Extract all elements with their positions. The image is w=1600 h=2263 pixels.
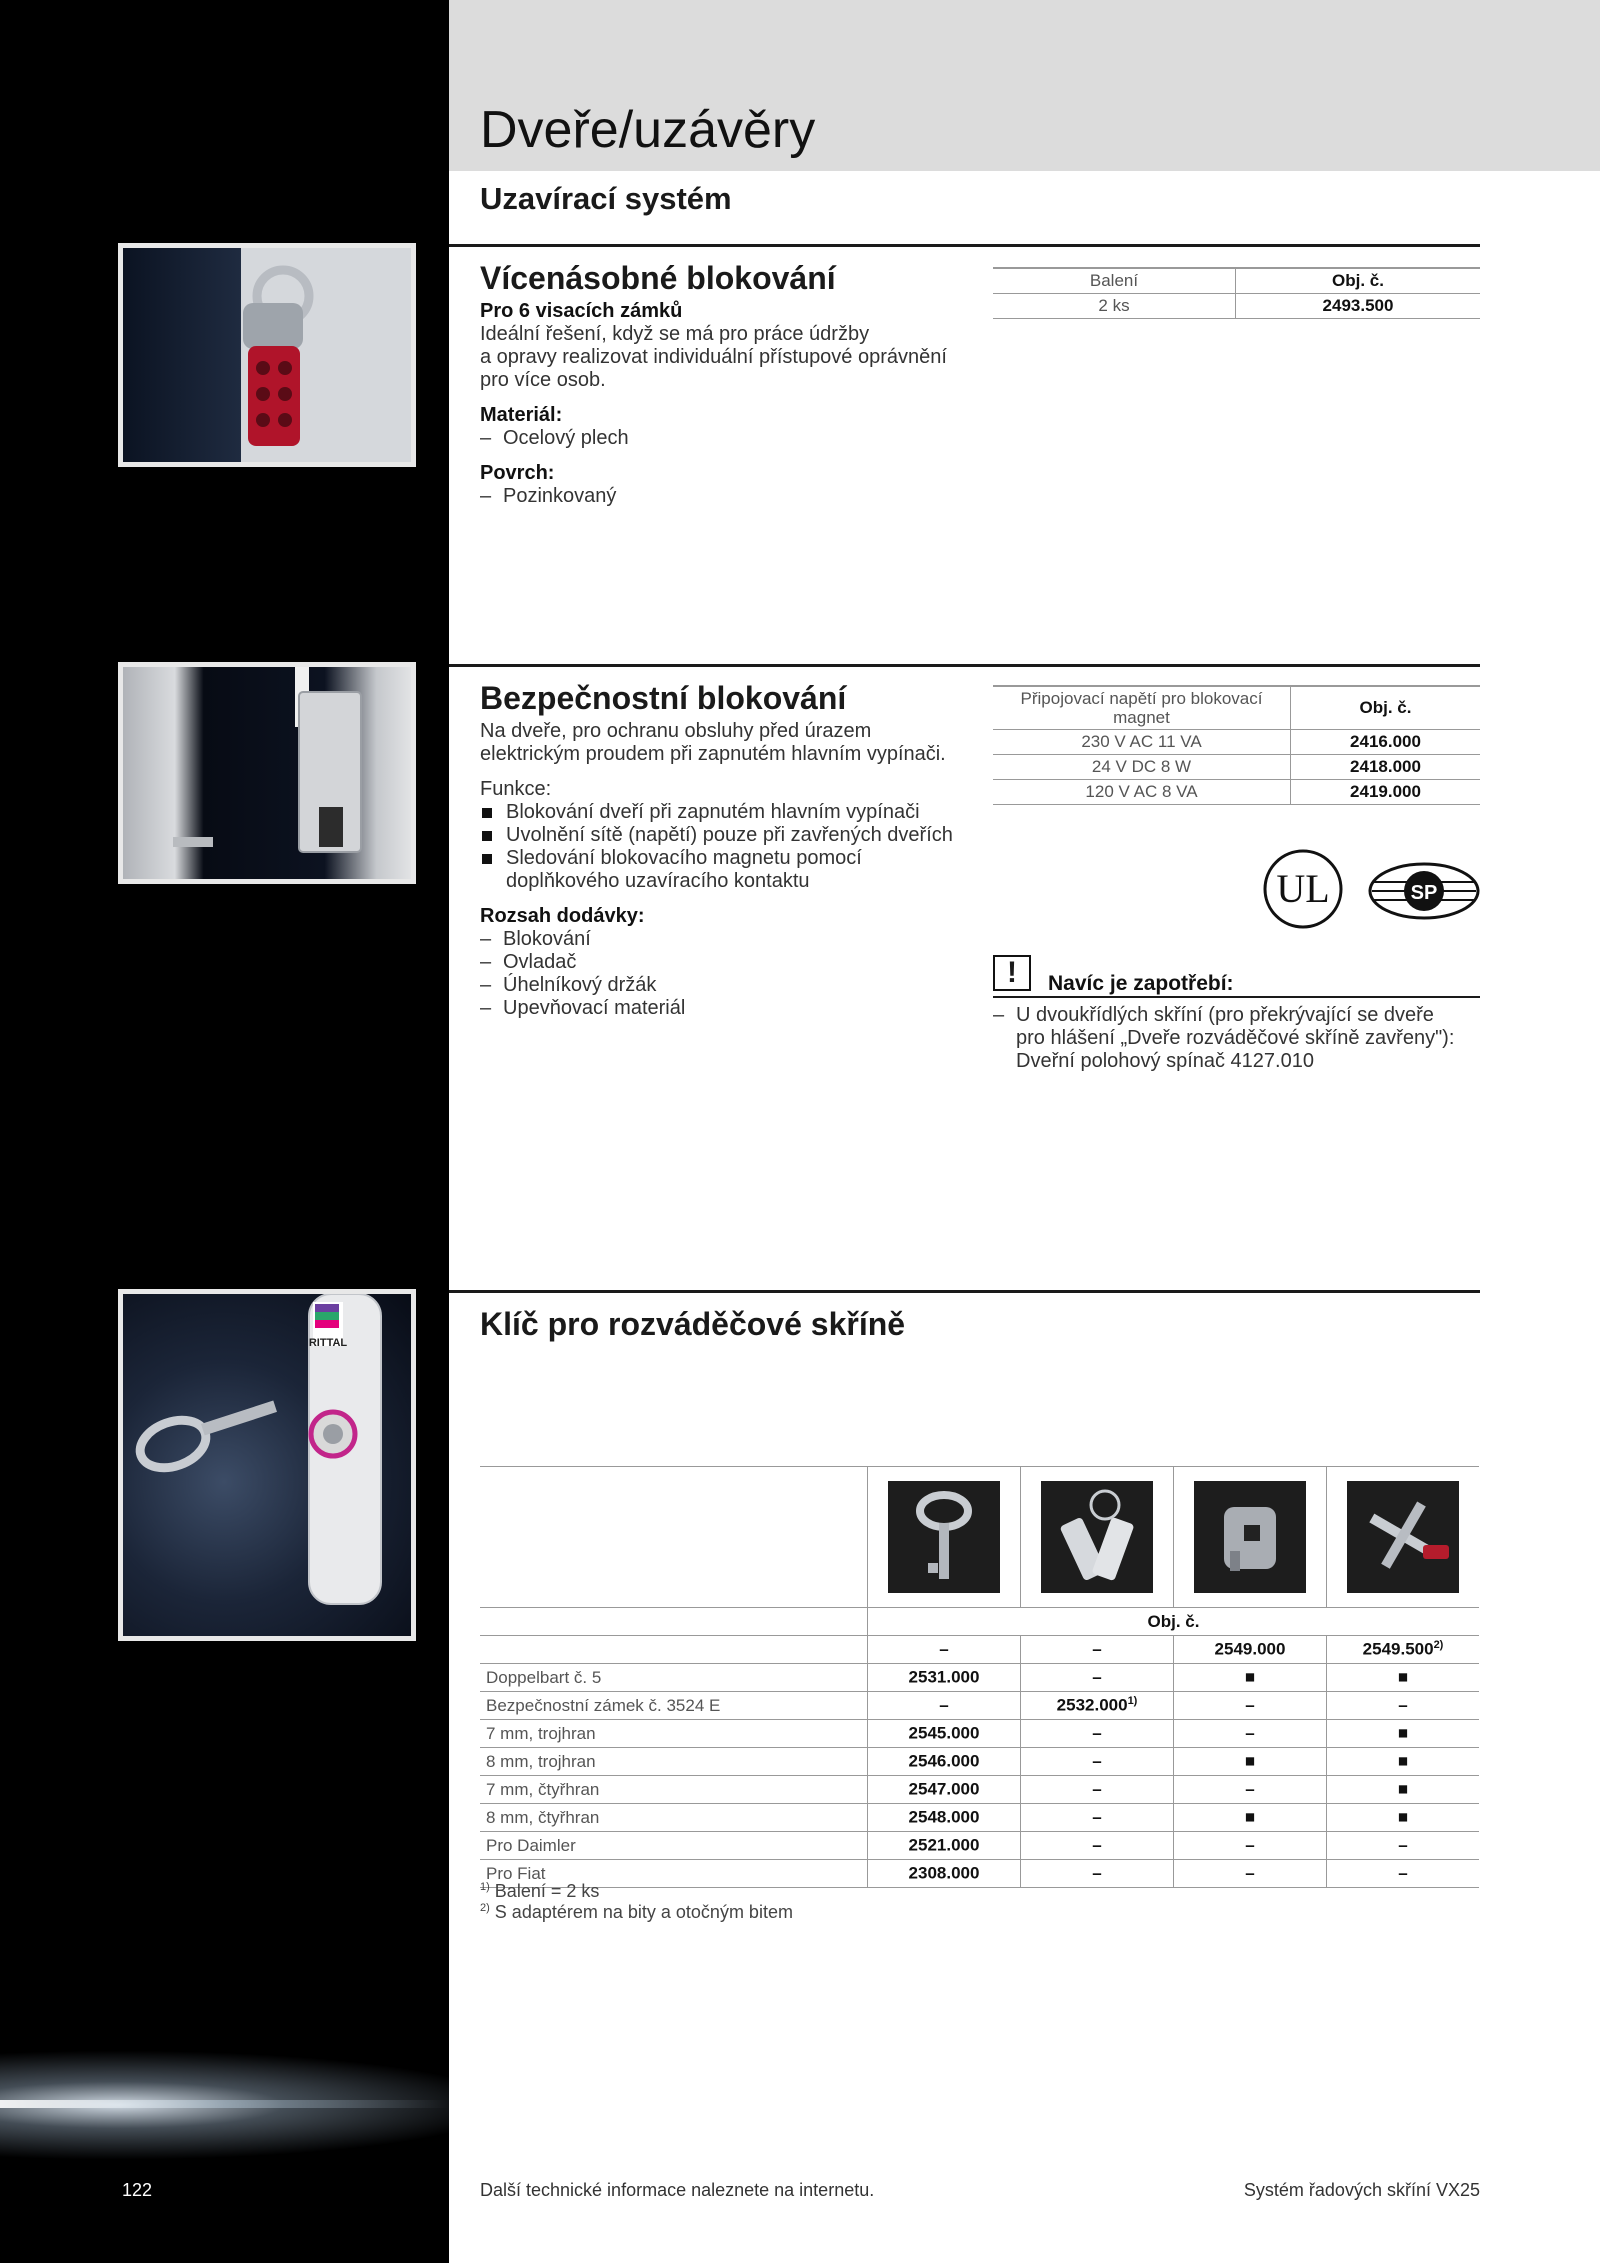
table-cell <box>1021 1664 1174 1692</box>
cell-value: – <box>1245 1695 1255 1715</box>
cell-value: – <box>1398 1695 1408 1715</box>
section2-rule <box>449 664 1480 667</box>
material-label: Materiál: <box>480 404 563 426</box>
table-cell <box>868 1692 1021 1720</box>
page-number: 122 <box>122 2180 153 2200</box>
section1-rule <box>449 244 1480 247</box>
security-keys-icon <box>1041 1481 1153 1593</box>
padlock-hasp-photo <box>118 243 416 467</box>
table-cell <box>1174 1692 1327 1720</box>
csa-mark-text: SP <box>1410 882 1438 904</box>
row-label: 8 mm, trojhran <box>480 1748 868 1776</box>
scope-label: Rozsah dodávky: <box>480 905 645 927</box>
table-cell <box>1327 1804 1480 1832</box>
table-cell <box>1174 1720 1327 1748</box>
section1-table-col2: Obj. č. <box>1236 268 1481 294</box>
table-cell <box>868 1664 1021 1692</box>
cell-value: ■ <box>1397 1751 1409 1771</box>
col-code-value: – <box>939 1639 949 1659</box>
table-cell <box>868 1832 1021 1860</box>
col-code-value: – <box>1092 1639 1102 1659</box>
ul-certification-icon <box>1262 848 1344 930</box>
footnote-text: Balení = 2 ks <box>494 1881 600 1901</box>
table-cell <box>1021 1748 1174 1776</box>
table-header-row <box>480 1636 1479 1664</box>
table-row <box>480 1692 1479 1720</box>
extra-line: – U dvoukřídlých skříní (pro překrývající se dveře <box>993 1004 1483 1027</box>
footnotes <box>480 1881 793 1923</box>
key-image-cell <box>1174 1467 1327 1608</box>
cell-value: – <box>1398 1835 1408 1855</box>
blank-cell <box>480 1636 868 1664</box>
key-image-row <box>480 1467 1479 1608</box>
table-row <box>480 1748 1479 1776</box>
table-cell <box>1327 1692 1480 1720</box>
cell-value: – <box>939 1695 949 1715</box>
key-image-cell <box>1327 1467 1480 1608</box>
table-cell <box>1327 1860 1480 1888</box>
cell-value: – <box>1092 1835 1102 1855</box>
section1-lead: Pro 6 visacích zámků <box>480 300 683 322</box>
section1-text-line: pro více osob. <box>480 369 606 391</box>
security-keys-image <box>1041 1481 1153 1593</box>
col-code <box>1021 1636 1174 1664</box>
section2-text-line: elektrickým proudem při zapnutém hlavním vypínači. <box>480 743 946 765</box>
row-label: Bezpečnostní zámek č. 3524 E <box>480 1692 868 1720</box>
list-item: Sledování blokovacího magnetu pomocí doplňkového uzavíracího kontaktu <box>480 847 946 893</box>
safety-interlock-photo <box>118 662 416 884</box>
material-value: – Ocelový plech <box>480 427 980 450</box>
cell-value: – <box>1245 1863 1255 1883</box>
extra-line: pro hlášení „Dveře rozváděčové skříně zavřeny"): <box>1016 1027 1455 1049</box>
table-cell: 2419.000 <box>1291 780 1481 805</box>
table-cell: 2418.000 <box>1291 755 1481 780</box>
col-code-value: 2549.500 <box>1362 1639 1434 1659</box>
key-table <box>480 1466 1479 1888</box>
table-cell <box>1174 1860 1327 1888</box>
extra-text <box>993 1004 1483 1073</box>
cabinet-key-photo <box>118 1289 416 1641</box>
section1-text-line: a opravy realizovat individuální přístupové oprávnění <box>480 346 947 368</box>
key-image-cell <box>868 1467 1021 1608</box>
col-code <box>868 1636 1021 1664</box>
table-row <box>480 1804 1479 1832</box>
cell-value: – <box>1092 1723 1102 1743</box>
footer-left-text: Další technické informace naleznete na internetu. <box>480 2180 875 2200</box>
table-cell <box>868 1720 1021 1748</box>
row-label: Pro Daimler <box>480 1832 868 1860</box>
section2-text-line: Na dveře, pro ochranu obsluhy před úrazem <box>480 720 872 742</box>
section2-table-col1: Připojovací napětí pro blokovací magnet <box>993 686 1291 730</box>
cell-value: 2547.000 <box>908 1779 980 1799</box>
cell-value: 2545.000 <box>908 1723 980 1743</box>
table-cell: 24 V DC 8 W <box>993 755 1291 780</box>
padlock-hasp-icon <box>123 248 411 462</box>
table-cell <box>1327 1664 1480 1692</box>
universal-key-icon <box>1347 1481 1459 1593</box>
row-label: Pro Fiat <box>480 1860 868 1888</box>
cell-value: 2532.000 <box>1056 1695 1128 1715</box>
list-item: – Upevňovací materiál <box>480 997 980 1020</box>
table-row <box>480 1776 1479 1804</box>
cell-sup: 1) <box>1127 1695 1138 1708</box>
table-cell: 2 ks <box>993 294 1236 319</box>
table-cell: 120 V AC 8 VA <box>993 780 1291 805</box>
table-cell: 2493.500 <box>1236 294 1481 319</box>
table-cell: 2416.000 <box>1291 730 1481 755</box>
page-subtitle: Uzavírací systém <box>480 181 732 216</box>
table-row <box>993 780 1480 805</box>
table-row <box>480 1832 1479 1860</box>
col-code-sup: 2) <box>1433 1639 1444 1652</box>
table-row <box>480 1664 1479 1692</box>
table-cell <box>868 1776 1021 1804</box>
obj-label: Obj. č. <box>868 1608 1480 1636</box>
cell-value: 2531.000 <box>908 1667 980 1687</box>
cabinet-handle-icon <box>123 1294 411 1636</box>
table-cell <box>1021 1692 1174 1720</box>
cell-value: ■ <box>1397 1779 1409 1799</box>
cell-value: ■ <box>1244 1807 1256 1827</box>
table-cell <box>1174 1776 1327 1804</box>
footnote-text: S adaptérem na bity a otočným bitem <box>494 1902 793 1922</box>
section1-heading: Vícenásobné blokování <box>480 260 836 296</box>
double-bit-key-image <box>888 1481 1000 1593</box>
universal-key-image <box>1347 1481 1459 1593</box>
cell-value: ■ <box>1244 1667 1256 1687</box>
interlock-device-icon <box>123 667 411 879</box>
table-cell <box>1327 1720 1480 1748</box>
cell-value: ■ <box>1397 1723 1409 1743</box>
col-code <box>1174 1636 1327 1664</box>
surface-value: – Pozinkovaný <box>480 485 980 508</box>
extra-line: Dveřní polohový spínač 4127.010 <box>1016 1050 1314 1072</box>
cell-value: – <box>1092 1863 1102 1883</box>
cell-value: – <box>1092 1779 1102 1799</box>
cell-value: – <box>1398 1863 1408 1883</box>
table-cell <box>1327 1776 1480 1804</box>
table-cell <box>1174 1832 1327 1860</box>
key-image-cell <box>1021 1467 1174 1608</box>
footnote-mark: 1) <box>480 1881 490 1893</box>
section2-table-col2: Obj. č. <box>1291 686 1481 730</box>
function-list <box>480 801 980 893</box>
list-item: Uvolnění sítě (napětí) pouze při zavřených dveřích <box>480 824 980 847</box>
warning-icon: ! <box>993 955 1031 991</box>
section2-heading: Bezpečnostní blokování <box>480 680 847 716</box>
ul-mark-text: UL <box>1276 866 1330 911</box>
list-item: Blokování dveří při zapnutém hlavním vypínači <box>480 801 980 824</box>
col-code-value: 2549.000 <box>1214 1639 1286 1659</box>
table-row <box>993 755 1480 780</box>
footnote-mark: 2) <box>480 1902 490 1914</box>
cell-value: – <box>1092 1807 1102 1827</box>
cell-value: 2546.000 <box>908 1751 980 1771</box>
blank-cell <box>480 1608 868 1636</box>
section1-text-line: Ideální řešení, když se má pro práce údržby <box>480 323 870 345</box>
table-cell: 230 V AC 11 VA <box>993 730 1291 755</box>
table-cell <box>1174 1804 1327 1832</box>
combo-key-icon <box>1194 1481 1306 1593</box>
row-label: 7 mm, čtyřhran <box>480 1776 868 1804</box>
section1-text <box>480 300 980 508</box>
list-item: – Blokování <box>480 928 980 951</box>
list-item: – Úhelníkový držák <box>480 974 980 997</box>
section3-rule <box>449 1290 1480 1293</box>
brand-logo-text: RITTAL <box>308 1337 348 1349</box>
table-cell <box>1021 1776 1174 1804</box>
table-cell <box>868 1748 1021 1776</box>
cell-value: – <box>1245 1835 1255 1855</box>
row-label: 8 mm, čtyřhran <box>480 1804 868 1832</box>
list-item: – Ovladač <box>480 951 980 974</box>
cell-value: – <box>1092 1667 1102 1687</box>
cell-value: ■ <box>1244 1751 1256 1771</box>
table-header-row <box>480 1608 1479 1636</box>
row-label: 7 mm, trojhran <box>480 1720 868 1748</box>
cell-value: 2308.000 <box>908 1863 980 1883</box>
csa-certification-icon <box>1368 862 1480 920</box>
cell-value: ■ <box>1397 1667 1409 1687</box>
table-row <box>993 730 1480 755</box>
cell-value: 2548.000 <box>908 1807 980 1827</box>
combo-key-image <box>1194 1481 1306 1593</box>
section3-heading: Klíč pro rozváděčové skříně <box>480 1306 906 1342</box>
table-row <box>480 1720 1479 1748</box>
function-label: Funkce: <box>480 778 552 800</box>
section1-table-col1: Balení <box>993 268 1236 294</box>
table-cell <box>1174 1664 1327 1692</box>
table-cell <box>868 1804 1021 1832</box>
table-cell <box>1327 1832 1480 1860</box>
footer-right-text: Systém řadových skříní VX25 <box>1243 2180 1480 2200</box>
table-cell <box>868 1860 1021 1888</box>
sidebar-light-streak <box>0 2100 449 2108</box>
section2-text <box>480 720 980 1020</box>
footnote-1 <box>480 1881 793 1902</box>
table-cell <box>1021 1832 1174 1860</box>
surface-label: Povrch: <box>480 462 555 484</box>
table-cell <box>1174 1748 1327 1776</box>
col-code <box>1327 1636 1480 1664</box>
footnote-2 <box>480 1902 793 1923</box>
section2-table <box>993 685 1480 805</box>
row-label: Doppelbart č. 5 <box>480 1664 868 1692</box>
cell-value: ■ <box>1397 1807 1409 1827</box>
page-title: Dveře/uzávěry <box>480 101 816 159</box>
table-cell <box>1021 1860 1174 1888</box>
blank-cell <box>480 1467 868 1608</box>
extra-rule <box>993 996 1480 998</box>
table-cell <box>1021 1720 1174 1748</box>
table-cell <box>1327 1748 1480 1776</box>
table-cell <box>1021 1804 1174 1832</box>
section1-table <box>993 267 1480 319</box>
cell-value: 2521.000 <box>908 1835 980 1855</box>
table-row <box>993 294 1480 319</box>
double-bit-key-icon <box>888 1481 1000 1593</box>
cell-value: – <box>1092 1751 1102 1771</box>
key-table-body <box>480 1664 1479 1888</box>
extra-heading: Navíc je zapotřebí: <box>1048 972 1234 995</box>
cell-value: – <box>1245 1779 1255 1799</box>
cell-value: – <box>1245 1723 1255 1743</box>
